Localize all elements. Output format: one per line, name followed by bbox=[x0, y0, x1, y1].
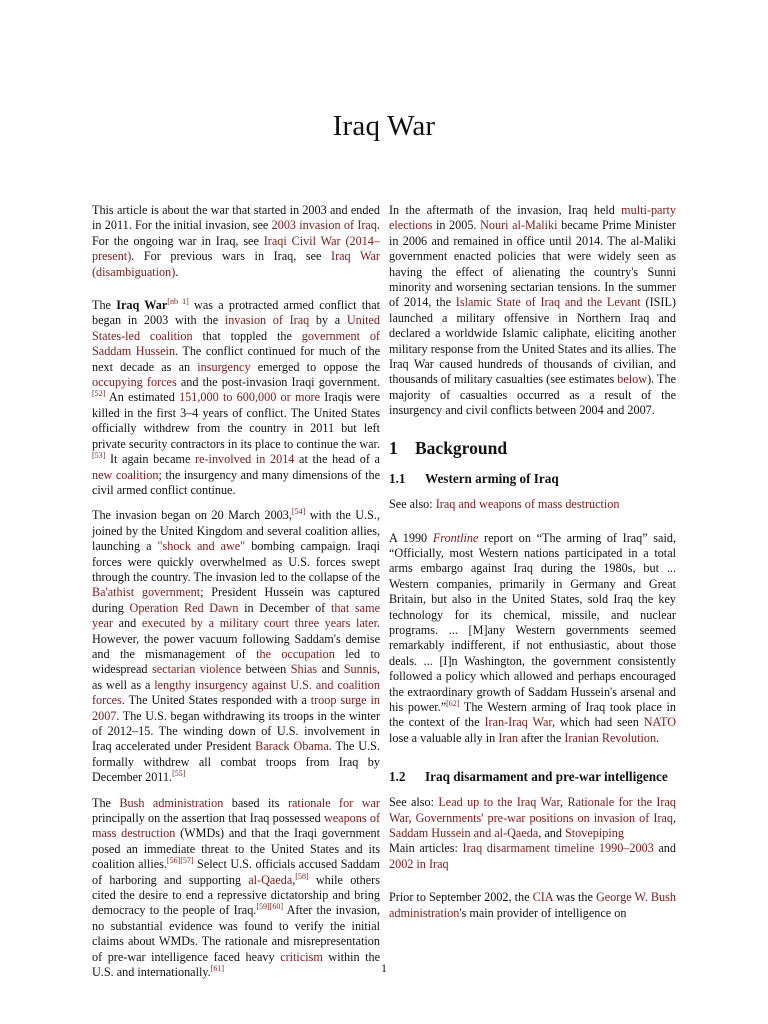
ref-62[interactable]: [62] bbox=[446, 698, 460, 708]
cia-paragraph: Prior to September 2002, the CIA was the George W. Bush administration's main provider of intelligence on bbox=[389, 890, 676, 920]
link-barack-obama[interactable]: Barack Obama bbox=[255, 739, 329, 754]
link-casualty-estimate[interactable]: 151,000 to 600,000 or more bbox=[179, 390, 321, 405]
link-lead-up[interactable]: Lead up to the Iraq War bbox=[438, 795, 561, 810]
link-new-coalition[interactable]: new coalition bbox=[92, 467, 159, 482]
invasion-paragraph: The invasion began on 20 March 2003,[54] with the U.S., joined by the United Kingdom and several coalition allies, launching a "shock and awe" bombing campaign. Iraqi forces were quickly overwhelmed as U.S. forces swept through the country. The invasion led to the collapse of the Ba'athist government; President Hussein was captured during Operation Red Dawn in December of that same year and executed by a military court three years later. However, the power vacuum following Saddam's demise and the mismanagement of the occupation led to widespread sectarian violence between Shias and Sunnis, as well as a lengthy insurgency against U.S. and coalition forces. The United States responded with a troop surge in 2007. The U.S. began withdrawing its troops in the winter of 2012–15. The winding down of U.S. involvement in Iraq accelerated under President Barack Obama. The U.S. formally withdrew all combat troops from Iraq by December 2011.[55] bbox=[92, 507, 381, 785]
ref-nb1[interactable]: [nb 1] bbox=[167, 296, 189, 306]
link-invasion-of-iraq[interactable]: invasion of Iraq bbox=[224, 313, 310, 328]
frontline-paragraph: A 1990 Frontline report on “The arming of Iraq” said, “Officially, most Western nations participated in a total arms embargo against Iraq during the 1980s, but ... Western companies, primarily in Germany and Great Britain, but also in the United States, sold Iraq the key technology for its chemical, missile, and nuclear programs. ... [M]any Western governments seemed remarkably indifferent, if not enthusiastic, about those deals. ... [I]n Washington, the government consistently followed a policy which allowed and perhaps encouraged the extraordinary growth of Saddam Hussein's arsenal and his power.”[62] The Western arming of Iraq took place in the context of the Iran-Iraq War, which had seen NATO lose a valuable ally in Iran after the Iranian Revolution. bbox=[389, 530, 676, 745]
link-2003-invasion[interactable]: 2003 invasion of Iraq bbox=[271, 218, 377, 233]
link-sunnis[interactable]: Sunnis bbox=[343, 662, 377, 677]
link-lengthy-insurgency[interactable]: lengthy insurgency against U.S. and coalition forces bbox=[92, 677, 380, 708]
link-iraqi-civil-war[interactable]: Iraqi Civil War (2014–present) bbox=[92, 233, 380, 264]
aftermath-paragraph: In the aftermath of the invasion, Iraq held multi-party elections in 2005. Nouri al-Maliki became Prime Minister in 2006 and remained in office until 2014. The al-Maliki government enacted policies that were widely seen as having the effect of alienating the country's Sunni minority and worsening sectarian tensions. In the summer of 2014, the Islamic State of Iraq and the Levant (ISIL) launched a military offensive in Northern Iraq and declared a worldwide Islamic caliphate, eliciting another military response from the United States and its allies. The Iraq War caused hundreds of thousands of civilian, and thousands of military casualties (see estimates below). The majority of casualties occurred as a result of the insurgency and civil conflicts between 2004 and 2007. bbox=[389, 203, 676, 418]
bold-iraq-war: Iraq War bbox=[116, 298, 168, 313]
link-shock-and-awe[interactable]: "shock and awe" bbox=[157, 539, 246, 554]
link-iran-iraq-war[interactable]: Iran-Iraq War bbox=[484, 715, 552, 730]
link-disarmament-timeline[interactable]: Iraq disarmament timeline 1990–2003 bbox=[462, 841, 654, 856]
link-nato[interactable]: NATO bbox=[643, 715, 676, 730]
left-column bbox=[92, 203, 380, 991]
ref-55[interactable]: [55] bbox=[172, 769, 186, 779]
subsection-heading-disarmament: 1.2 Iraq disarmament and pre-war intelligence bbox=[389, 769, 668, 785]
ref-61[interactable]: [61] bbox=[210, 964, 225, 974]
link-governments-positions[interactable]: Governments' pre-war positions on invasion of Iraq bbox=[415, 810, 673, 825]
subsection-heading-western-arming: 1.1 Western arming of Iraq bbox=[389, 471, 559, 487]
link-re-involved-2014[interactable]: re-involved in 2014 bbox=[195, 452, 295, 467]
link-isil[interactable]: Islamic State of Iraq and the Levant bbox=[455, 295, 641, 310]
link-bush-administration[interactable]: Bush administration bbox=[119, 795, 224, 810]
link-occupying-forces[interactable]: occupying forces bbox=[92, 375, 177, 390]
link-multi-party-elections[interactable]: multi-party elections bbox=[389, 203, 676, 233]
link-us-led-coalition[interactable]: United States-led coalition bbox=[92, 313, 380, 343]
main-articles-disarmament: Main articles: Iraq disarmament timeline 1990–2003 and 2002 in Iraq bbox=[389, 841, 676, 871]
link-criticism[interactable]: criticism bbox=[280, 949, 323, 964]
link-wmd[interactable]: weapons of mass destruction bbox=[92, 811, 381, 841]
see-also-disarmament: See also: Lead up to the Iraq War, Rationale for the Iraq War, Governments' pre-war positions on invasion of Iraq, Saddam Hussein and al-Qaeda, and Stovepiping bbox=[389, 795, 677, 840]
link-baathist-government[interactable]: Ba'athist government bbox=[92, 585, 201, 600]
link-operation-red-dawn[interactable]: Operation Red Dawn bbox=[129, 600, 239, 615]
link-iraq-war-disambiguation[interactable]: Iraq War (disambiguation) bbox=[92, 249, 380, 279]
link-al-qaeda[interactable]: al-Qaeda bbox=[248, 872, 293, 887]
hatnote: This article is about the war that started in 2003 and ended in 2011. For the initial invasion, see 2003 invasion of Iraq. For the ongoing war in Iraq, see Iraqi Civil War (2014–present). For previous wars in Iraq, see Iraq War (disambiguation). bbox=[92, 203, 380, 279]
right-column bbox=[389, 203, 676, 931]
link-rationale[interactable]: Rationale for the Iraq War bbox=[389, 795, 676, 825]
link-shias[interactable]: Shias bbox=[290, 662, 318, 677]
link-george-w-bush-administration[interactable]: George W. Bush administration bbox=[389, 890, 676, 920]
link-the-occupation[interactable]: the occupation bbox=[256, 646, 335, 661]
link-insurgency[interactable]: insurgency bbox=[197, 359, 251, 374]
link-iranian-revolution[interactable]: Iranian Revolution bbox=[564, 730, 657, 745]
rationale-paragraph: The Bush administration based its rationale for war principally on the assertion that Iraq possessed weapons of mass destruction (WMDs) and that the Iraqi government posed an immediate threat to the United States and its coalition allies.[56][57] Select U.S. officials accused Saddam of harboring and supporting al-Qaeda,[58] while others cited the desire to end a repressive dictatorship and bring democracy to the people of Iraq.[59][60] After the invasion, no substantial evidence was found to verify the initial claims about WMDs. The rationale and misrepresentation of pre-war intelligence faced heavy criticism within the U.S. and internationally.[61] bbox=[92, 795, 381, 980]
link-saddam-al-qaeda[interactable]: Saddam Hussein and al-Qaeda bbox=[389, 826, 539, 840]
link-rationale-for-war[interactable]: rationale for war bbox=[287, 795, 380, 810]
link-iran[interactable]: Iran bbox=[498, 730, 518, 745]
link-sectarian-violence[interactable]: sectarian violence bbox=[152, 662, 242, 677]
link-troop-surge[interactable]: troop surge in 2007 bbox=[92, 693, 380, 723]
link-nouri-al-maliki[interactable]: Nouri al-Maliki bbox=[480, 218, 558, 233]
link-2002-in-iraq[interactable]: 2002 in Iraq bbox=[389, 856, 449, 871]
link-executed[interactable]: executed by a military court three years later bbox=[141, 616, 377, 631]
section-heading-background: 1 Background bbox=[389, 437, 508, 458]
page-title: Iraq War bbox=[332, 110, 436, 142]
intro-paragraph: The Iraq War[nb 1] was a protracted armed conflict that began in 2003 with the invasion of Iraq by a United States-led coalition that toppled the government of Saddam Hussein. The conflict continued for much of the next decade as an insurgency emerged to oppose the occupying forces and the post-invasion Iraqi government.[52] An estimated 151,000 to 600,000 or more Iraqis were killed in the first 3–4 years of conflict. The United States officially withdrew from the country in 2011 but left private security contractors in its place to continue the war.[53] It again became re-involved in 2014 at the head of a new coalition; the insurgency and many dimensions of the civil armed conflict continue. bbox=[92, 296, 381, 497]
link-below[interactable]: below bbox=[617, 372, 648, 387]
link-stovepiping[interactable]: Stovepiping bbox=[565, 826, 624, 840]
ref-56-57[interactable]: [56][57] bbox=[166, 856, 194, 866]
link-iraq-wmd[interactable]: Iraq and weapons of mass destruction bbox=[435, 497, 620, 512]
link-cia[interactable]: CIA bbox=[532, 890, 553, 905]
ref-54[interactable]: [54] bbox=[291, 507, 306, 517]
ref-58[interactable]: [58] bbox=[295, 871, 309, 881]
link-government-saddam[interactable]: government of Saddam Hussein bbox=[92, 328, 380, 359]
link-frontline[interactable]: Frontline bbox=[432, 530, 479, 545]
see-also-western-arming: See also: Iraq and weapons of mass destruction bbox=[389, 497, 620, 512]
link-that-same-year[interactable]: that same year bbox=[92, 600, 380, 631]
ref-53[interactable]: [53] bbox=[92, 451, 106, 461]
ref-52[interactable]: [52] bbox=[92, 389, 106, 399]
ref-59-60[interactable]: [59][60] bbox=[256, 902, 283, 912]
page-number: 1 bbox=[381, 961, 387, 975]
